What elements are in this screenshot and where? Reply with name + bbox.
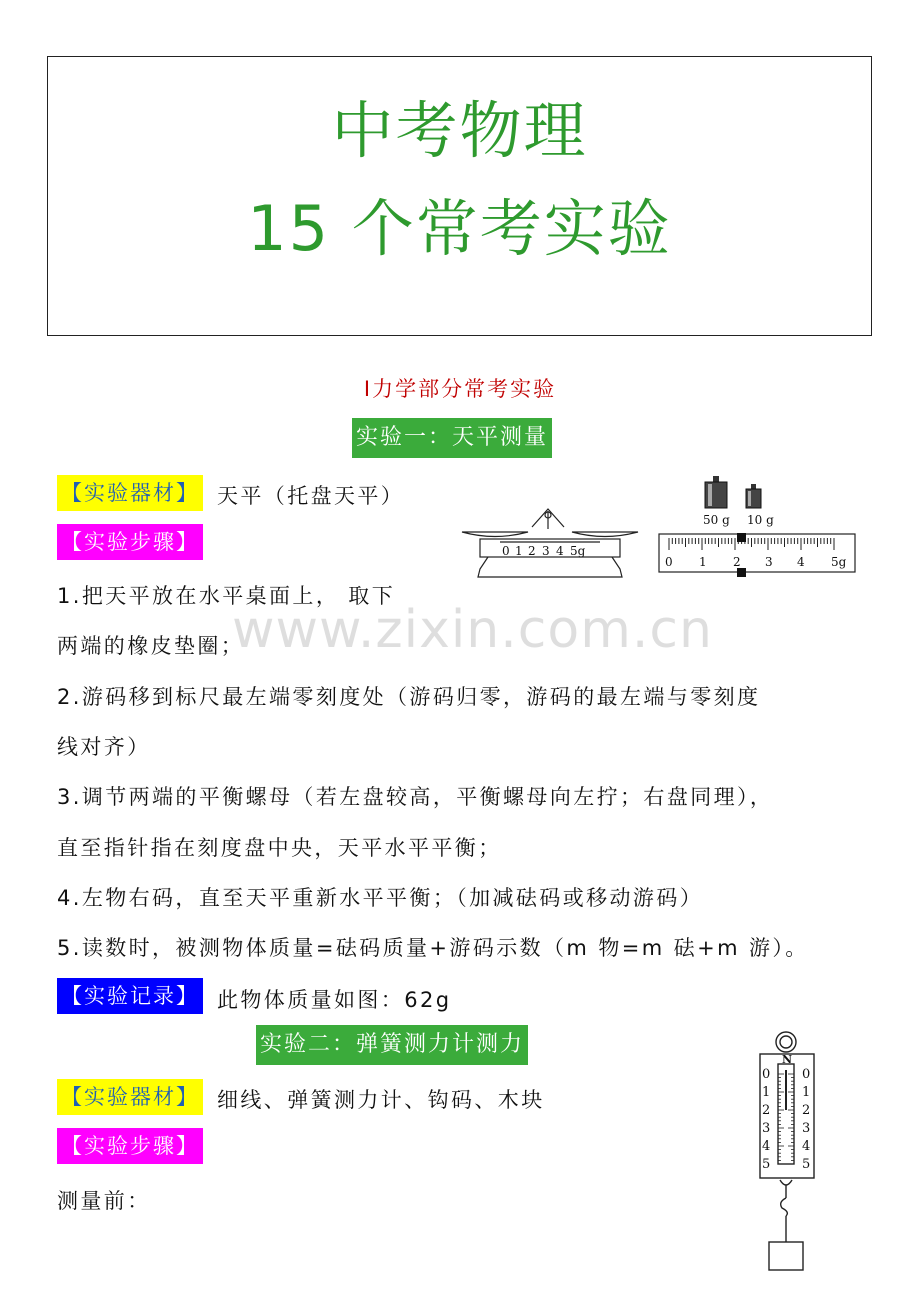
meter-left-2: 2 — [762, 1103, 771, 1118]
title-box — [47, 56, 872, 336]
meter-right-2: 2 — [802, 1103, 811, 1118]
ruler-label-2: 2 — [733, 555, 741, 569]
rider-top — [737, 533, 746, 542]
exp1-step-2b: 线对齐） — [57, 735, 151, 759]
balance-scale-3: 3 — [542, 544, 550, 558]
balance-scale-2: 2 — [528, 544, 536, 558]
exp1-step-4: 4.左物右码，直至天平重新水平平衡；（加减砝码或移动游码） — [57, 886, 704, 910]
exp1-materials-text: 天平（托盘天平） — [217, 484, 405, 508]
meter-left-4: 4 — [762, 1139, 771, 1154]
balance-scale-4: 4 — [556, 544, 564, 558]
ruler-label-0: 0 — [665, 555, 673, 569]
exp2-materials-text: 细线、弹簧测力计、钩码、木块 — [217, 1088, 545, 1112]
exp2-before-label: 测量前： — [57, 1189, 151, 1213]
watermark: www.zixin.com.cn — [232, 600, 713, 660]
ruler-figure — [655, 472, 860, 580]
main-title: 中考物理 — [331, 94, 588, 167]
section-heading: I力学部分常考实验 — [363, 377, 557, 401]
rider-bottom — [737, 568, 746, 577]
exp1-steps-tag: 【实验步骤】 — [57, 524, 203, 560]
balance-scale-1: 1 — [515, 544, 523, 558]
ruler-label-3: 3 — [765, 555, 773, 569]
meter-left-3: 3 — [762, 1121, 771, 1136]
meter-right-3: 3 — [802, 1121, 811, 1136]
ruler-label-4: 4 — [797, 555, 805, 569]
meter-left-1: 1 — [762, 1085, 771, 1100]
exp2-title: 实验二：弹簧测力计测力 — [256, 1025, 528, 1065]
exp2-steps-tag: 【实验步骤】 — [57, 1128, 203, 1164]
exp1-materials-tag: 【实验器材】 — [57, 475, 203, 511]
exp1-step-3a: 3.调节两端的平衡螺母（若左盘较高，平衡螺母向左拧；右盘同理）， — [57, 785, 774, 809]
exp1-step-1b: 两端的橡皮垫圈； — [57, 634, 245, 658]
weight-label-50g: 50 g — [703, 513, 730, 527]
weight-10g — [746, 484, 761, 508]
balance-scale-0: 0 — [502, 544, 510, 558]
exp1-record-tag: 【实验记录】 — [57, 978, 203, 1014]
meter-right-1: 1 — [802, 1085, 811, 1100]
exp1-record-text: 此物体质量如图：62g — [217, 988, 452, 1012]
exp1-step-5: 5.读数时，被测物体质量=砝码质量+游码示数（m 物=m 砝+m 游）。 — [57, 936, 809, 960]
meter-right-4: 4 — [802, 1139, 811, 1154]
exp1-step-2a: 2.游码移到标尺最左端零刻度处（游码归零，游码的最左端与零刻度 — [57, 685, 761, 709]
weight-50g — [705, 476, 727, 508]
ruler-label-1: 1 — [699, 555, 707, 569]
weight-label-10g: 10 g — [747, 513, 774, 527]
spring-scale-figure — [752, 1030, 824, 1275]
meter-right-0: 0 — [802, 1067, 811, 1082]
balance-figure — [460, 505, 640, 585]
exp1-step-1a: 1.把天平放在水平桌面上， 取下 — [57, 584, 396, 608]
meter-left-0: 0 — [762, 1067, 771, 1082]
exp2-materials-tag: 【实验器材】 — [57, 1079, 203, 1115]
meter-left-5: 5 — [762, 1157, 771, 1172]
ruler-label-5: 5g — [831, 555, 847, 569]
exp1-step-3b: 直至指针指在刻度盘中央，天平水平平衡； — [57, 836, 502, 860]
exp1-title: 实验一：天平测量 — [352, 418, 552, 458]
meter-unit: N — [782, 1053, 793, 1066]
meter-right-5: 5 — [802, 1157, 811, 1172]
balance-scale-5: 5g — [570, 544, 586, 558]
sub-title: 15 个常考实验 — [247, 192, 672, 265]
